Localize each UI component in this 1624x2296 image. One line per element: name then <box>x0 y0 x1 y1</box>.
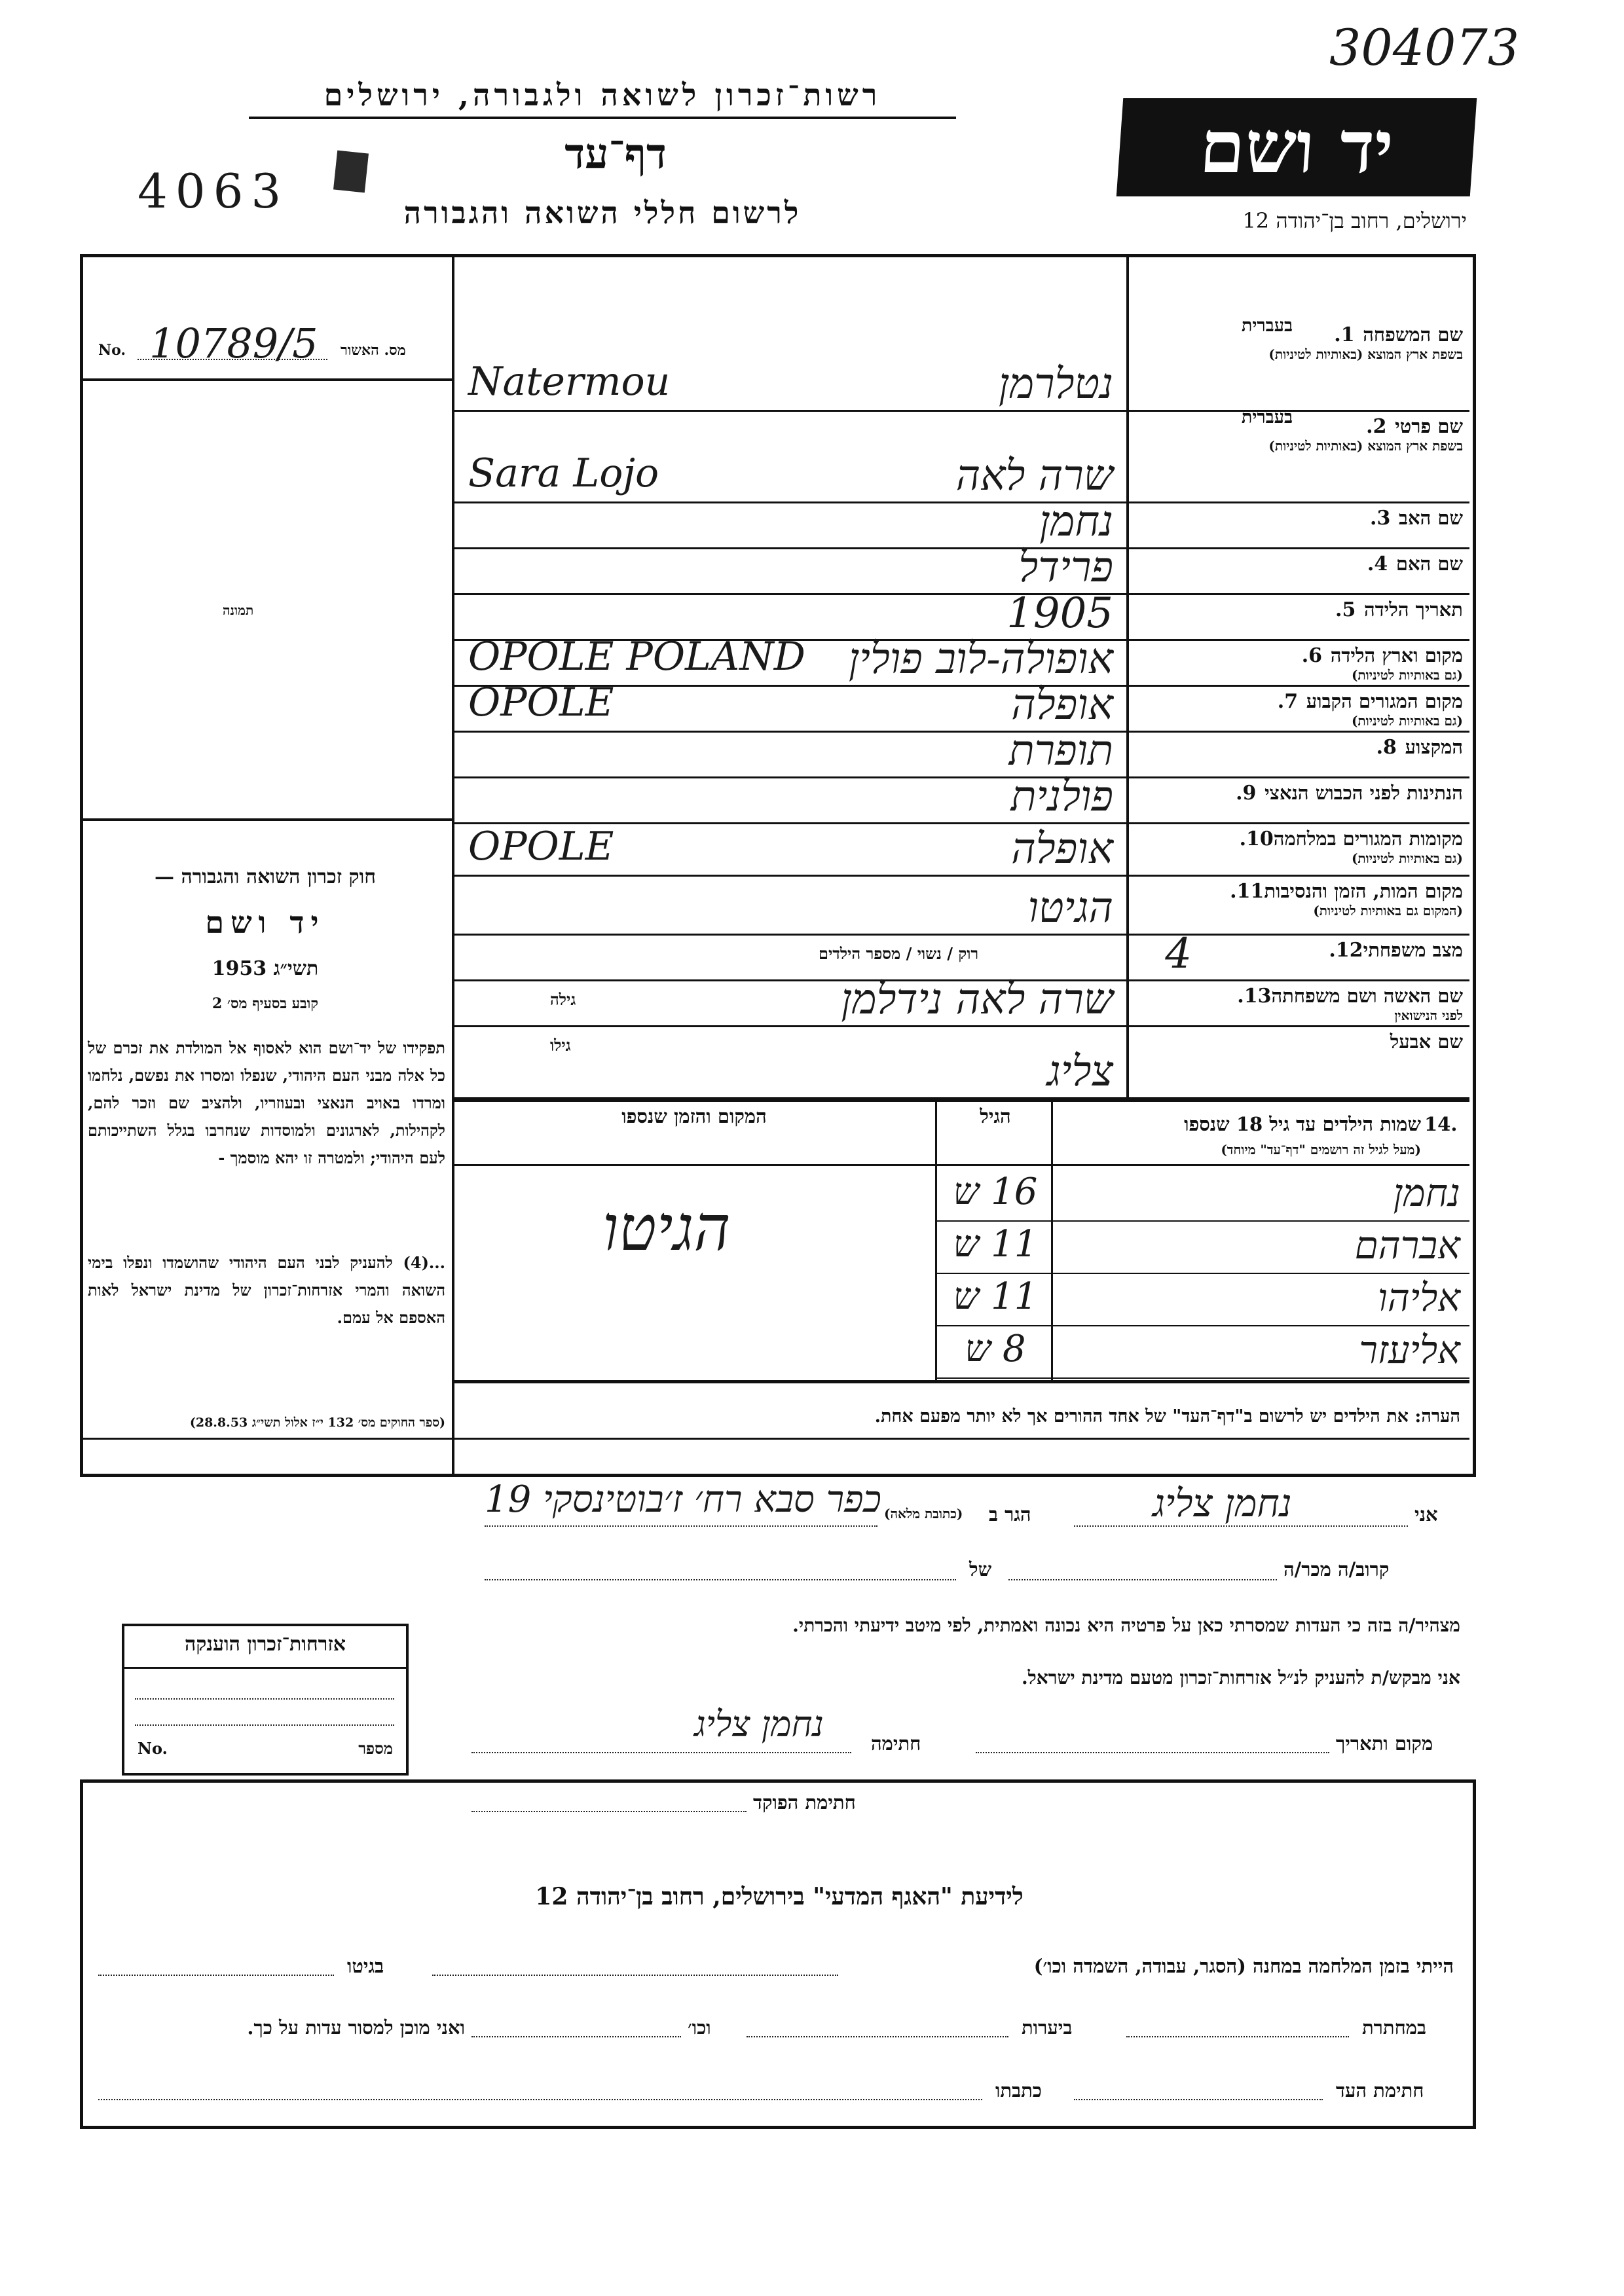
form-subtitle: לרשום חללי השואה והגבורה <box>403 195 802 230</box>
signature-label: חתימה <box>871 1732 921 1755</box>
field-sub: בשפת ארץ המוצא (באותיות לטיניות) <box>1268 438 1463 454</box>
field-value-latin: Sara Lojo <box>468 450 659 496</box>
signature-value: נחמן צליג <box>694 1704 824 1745</box>
field-name: מצב משפחתי <box>1363 939 1463 961</box>
field-tag: בעברית <box>1241 407 1293 428</box>
child-name: אברהם <box>1354 1223 1460 1267</box>
child-age: 16 ש <box>953 1171 1038 1213</box>
field-label-14 <box>1129 1030 1463 1097</box>
field-value-hebrew: צליג <box>1046 1048 1113 1096</box>
children-label: שמות הילדים עד גיל 18 שנספו <box>1184 1113 1421 1135</box>
field-number: 8. <box>1376 736 1397 759</box>
footer-address: כתבתו <box>995 2079 1042 2102</box>
field-sub: (המקום גם באותיות לטיניות) <box>1313 903 1463 919</box>
footer-forests: ביערות <box>1022 2016 1073 2039</box>
note: הערה: את הילדים יש לרשום ב"דף־העד" של אחד ההורים אך לא יותר מפעם אחת. <box>874 1406 1460 1427</box>
field-value-hebrew: תופרת <box>1008 727 1113 775</box>
authority-title: רשות־זכרון לשואה ולגבורה, ירושלים <box>249 77 956 119</box>
field-name: שם המשפחה <box>1363 323 1463 346</box>
field-value-latin: OPOLE POLAND <box>468 634 805 680</box>
certificate-no-label: No. <box>98 342 126 359</box>
footer-ghetto: בגיטו <box>347 1955 384 1977</box>
field-inline-label: גילו <box>550 1036 571 1055</box>
children-number: 14. <box>1424 1113 1458 1135</box>
declaration-of: של <box>969 1558 992 1580</box>
field-value-latin: OPOLE <box>468 680 614 725</box>
citizenship-number-label: מספר <box>358 1739 393 1758</box>
field-name: שם פרטי <box>1395 415 1463 437</box>
field-number: 13. <box>1237 985 1272 1008</box>
field-value-hebrew: פרידל <box>1018 543 1113 592</box>
field-name: שם אבעל <box>1390 1030 1463 1053</box>
law-paragraph-2: ...(4) להעניק לבני העם היהודי שהושמדו ונפלו בימי השואה והמרי אזרחות־זכרון של מדינת ישראל לאות האספם אל עמם. <box>88 1253 445 1327</box>
field-name: שם האשה ושם משפחתה <box>1271 985 1463 1007</box>
field-name: שם האם <box>1395 553 1463 575</box>
age-header: הגיל <box>980 1105 1011 1127</box>
field-name: מקום וארץ הלידה <box>1330 644 1463 666</box>
field-label-4 <box>1129 553 1463 593</box>
field-number: 11. <box>1230 880 1264 903</box>
stamp-number: 4063 <box>138 164 289 219</box>
field-name: שם האב <box>1398 507 1463 529</box>
declaration-resides: הגר ב <box>989 1503 1031 1525</box>
child-name: נחמן <box>1393 1171 1460 1215</box>
citizenship-no-label: No. <box>138 1739 168 1758</box>
field-name: הנתינות לפני הכבוש הנאצי <box>1264 782 1463 804</box>
form-title: דף־עד <box>564 130 667 179</box>
field-label-2 <box>1129 407 1463 501</box>
law-reference: (ספר החוקים מס׳ 132 י״ז אלול תשי״ג 28.8.53) <box>189 1415 445 1430</box>
photo-label: תמונה <box>223 602 254 618</box>
declaration-relative: קרוב/ה מכר/ה <box>1283 1558 1390 1580</box>
field-number: 9. <box>1236 782 1257 805</box>
certificate-number: 10789/5 <box>149 319 318 367</box>
field-name: מקומות המגורים במלחמה <box>1273 828 1463 850</box>
child-age: 11 ש <box>953 1275 1038 1318</box>
declaration-full-address-label: (כתובת מלאה) <box>884 1506 963 1522</box>
footer-frame <box>80 1779 1476 2129</box>
field-label-5 <box>1129 598 1463 639</box>
field-number: 4. <box>1367 553 1388 575</box>
footer-partisans: במחתרת <box>1362 2016 1426 2039</box>
child-age: 8 ש <box>965 1328 1026 1370</box>
field-value-hebrew: נחמן <box>1039 498 1113 546</box>
child-name: אליעזר <box>1359 1328 1460 1372</box>
field-sub: (גם באותיות לטיניות) <box>1351 850 1463 866</box>
field-value-latin: OPOLE <box>468 824 614 869</box>
place-header: המקום והזמן שנספו <box>621 1105 767 1127</box>
declarant-address: כפר סבא רח׳ ז׳בוטינסקי 19 <box>485 1478 881 1521</box>
footer-ready: ואני מוכן למסור עדות על כך. <box>247 2016 465 2039</box>
field-number: 10. <box>1239 828 1274 850</box>
field-value-hebrew: 1905 <box>1006 589 1113 638</box>
stamp-mark <box>333 151 369 193</box>
field-label-3 <box>1129 507 1463 547</box>
field-sub: בשפת ארץ המוצא (באותיות לטיניות) <box>1268 346 1463 362</box>
declaration-statement: מצהיר/ה בזה כי העדות שמסרתי כאן על פרטיה היא נכונה ואמתית, לפי מיטב ידיעתי והכרתי. <box>792 1614 1460 1636</box>
law-paragraph-1: תפקידו של יד־ושם הוא לאסוף אל המולדת את זכרם של כל אלה מבני העם היהודי, שנפלו ומסרו את נפשם, נלחמו ומרדו באויב הנאצי ובעוזריו, ולהציב שם וזכר להם, לקהילות, לארגונים ולמוסדות שנחרבו בגלל השתייכותם לעם היהודי; ולמטרה זו יהא מוסמך - <box>88 1038 445 1167</box>
field-sub: (גם באותיות לטיניות) <box>1351 667 1463 683</box>
field-label-11 <box>1129 880 1463 934</box>
field-inline-label: רוק / נשוי / מספר הילדים <box>819 944 979 963</box>
officer-signature-label: חתימת הפוקד <box>753 1791 856 1813</box>
field-label-8 <box>1129 736 1463 776</box>
field-label-10 <box>1129 828 1463 875</box>
field-number: 5. <box>1335 598 1356 621</box>
declaration-request: אני מבקש/ת להעניק לנ״ל אזרחות־זכרון מטעם מדינת ישראל. <box>1021 1667 1460 1688</box>
field-number: 2. <box>1366 415 1387 438</box>
field-sub: לפני הנישואין <box>1394 1008 1463 1023</box>
field-name: תאריך הלידה <box>1364 598 1463 621</box>
field-value-hebrew: אופולה-לוב פולין <box>848 635 1113 683</box>
child-name: אליהו <box>1378 1275 1460 1320</box>
child-age: 11 ש <box>953 1223 1038 1266</box>
field-label-13 <box>1129 985 1463 1025</box>
footer-title: לידיעת "האגף המדעי" בירושלים, רחוב בן־יהודה 12 <box>535 1883 1024 1910</box>
field-label-1 <box>1129 316 1463 410</box>
field-label-7 <box>1129 690 1463 731</box>
field-name: מקום המגורים הקבוע <box>1306 690 1463 712</box>
field-inline-label: גילה <box>550 990 576 1009</box>
field-number: 12. <box>1329 939 1363 962</box>
field-value-hebrew: הגיטו <box>1027 884 1113 932</box>
field-tag: בעברית <box>1241 316 1293 336</box>
citizenship-title: אזרחות־זכרון הוענקה <box>184 1633 346 1656</box>
footer-witness-signature: חתימת העד <box>1336 2079 1424 2102</box>
field-value-hebrew: נטלרמן <box>998 360 1113 409</box>
field-value-hebrew: שרה לאה נידלמן <box>841 975 1113 1024</box>
field-name: המקצוע <box>1405 736 1463 758</box>
field-value-hebrew: שרה לאה <box>955 452 1113 500</box>
field-value-latin: Natermou <box>468 359 671 405</box>
field-number: 7. <box>1277 690 1299 713</box>
field-label-6 <box>1129 644 1463 685</box>
field-name: מקום המות, הזמן והנסיבות <box>1264 880 1463 902</box>
field-number: 6. <box>1301 644 1323 667</box>
declarant-name: נחמן צליג <box>1153 1481 1292 1525</box>
field-value-hebrew: אופלה <box>1011 825 1113 873</box>
children-place-value: הגיטו <box>602 1192 731 1265</box>
citizenship-box <box>122 1624 409 1776</box>
law-clause: קובע בסעיף מס׳ 2 <box>212 995 319 1012</box>
children-sub: (מעל לגיל זה רושמים "דף־עד" מיוחד) <box>1221 1142 1421 1157</box>
field-value-hebrew: 4 <box>1165 930 1192 978</box>
certificate-label: מס. האשור <box>341 342 406 359</box>
address: ירושלים, רחוב בן־יהודה 12 <box>1242 208 1467 233</box>
field-sub: (גם באותיות לטיניות) <box>1351 713 1463 729</box>
field-value-hebrew: פולנית <box>1010 773 1113 821</box>
archive-number: 304073 <box>1329 18 1520 77</box>
footer-line-1: הייתי בזמן המלחמה במחנה (הסגר, עבודה, השמדה וכו׳) <box>1033 1955 1454 1977</box>
declaration-me: אני <box>1414 1503 1438 1525</box>
field-label-9 <box>1129 782 1463 822</box>
footer-etc: וכו׳ <box>688 2016 711 2039</box>
law-year: תשי״ג 1953 <box>212 957 319 980</box>
law-title: חוק זכרון השואה והגבורה — <box>155 866 376 888</box>
yad-vashem-logo: יד ושם <box>1116 98 1477 196</box>
place-date-label: מקום ותאריך <box>1336 1732 1433 1755</box>
law-name: יד ושם <box>205 905 325 940</box>
field-value-hebrew: אופלה <box>1011 681 1113 729</box>
field-number: 3. <box>1369 507 1391 530</box>
field-number: 1. <box>1334 323 1355 346</box>
